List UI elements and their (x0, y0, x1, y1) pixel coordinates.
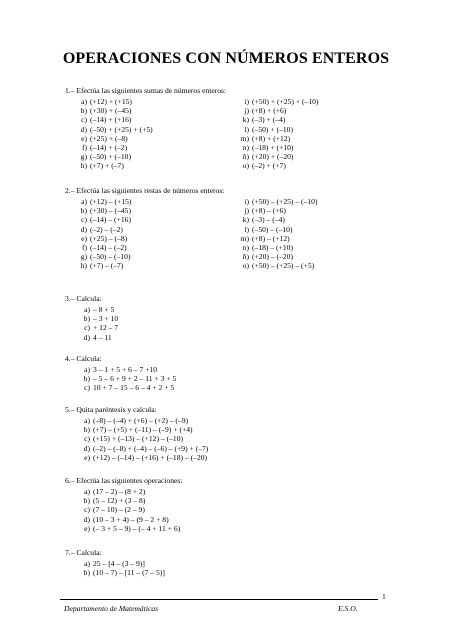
item-expression: (–14) + (+16) (90, 115, 132, 125)
item-expression: (+12) – (+15) (90, 197, 132, 206)
item-expression: + 12 – 7 (93, 323, 119, 333)
item-label: g) (80, 152, 87, 162)
exercise-heading: 6.– Efectúa las siguientes operaciones: (65, 476, 183, 485)
exercise-row (75, 97, 318, 106)
item-label: n) (242, 142, 249, 152)
exercise-row (75, 444, 208, 453)
item-expression: (+7) – (–7) (90, 261, 124, 271)
item-label: e) (84, 523, 90, 533)
item-expression: (+30) – (–45) (90, 206, 131, 216)
exercise-2 (65, 186, 318, 271)
item-label: b) (80, 106, 87, 116)
item-expression: (+12) – (–14) – (+16) + (–18) – (–20) (93, 452, 208, 462)
item-label: d) (83, 332, 90, 342)
exercise-row (75, 524, 182, 533)
item-label: n) (242, 242, 249, 252)
item-expression: (–8) – (–4) + (+6) – (+2) – (–9) (93, 416, 189, 425)
exercise-row (75, 453, 208, 462)
item-expression: 4 – 11 (93, 332, 112, 342)
item-label: a) (84, 559, 90, 568)
item-expression: (10 – 3 + 4) – (9 – 2 + 8) (93, 514, 169, 524)
item-label: i) (244, 97, 249, 106)
item-label: a) (84, 365, 90, 374)
item-label: c) (84, 505, 90, 515)
exercise-row (75, 106, 318, 115)
item-expression: (–18) – (+10) (252, 242, 293, 252)
item-label: b) (80, 206, 87, 216)
exercise-row (75, 161, 318, 170)
item-label: d) (80, 224, 87, 234)
item-expression: 25 – [4 – (3 – 9)] (93, 559, 145, 568)
item-label: f) (81, 142, 87, 152)
item-label: c) (84, 323, 90, 333)
exercise-7 (65, 548, 165, 577)
item-label: l) (244, 224, 249, 234)
item-label: c) (84, 383, 90, 393)
item-expression: (+7) – (+5) + (–11) – (–9) + (+4) (93, 425, 193, 435)
exercise-items (75, 559, 165, 577)
page-title: OPERACIONES CON NÚMEROS ENTEROS (62, 50, 390, 67)
exercise-row (75, 261, 318, 270)
item-label: ñ) (242, 152, 249, 162)
exercise-row (75, 568, 165, 577)
exercise-row (75, 515, 182, 524)
item-expression: (–2) – (–8) + (–4) – (–6) – (+9) + (–7) (93, 443, 209, 453)
item-label: m) (240, 133, 249, 143)
item-expression: (+8) + (+12) (252, 133, 291, 143)
item-expression: (– 3 + 5 – 9) – (– 4 + 11 + 6) (93, 523, 181, 533)
item-expression: (+8) – (+12) (252, 233, 290, 243)
item-expression: (–18) + (+10) (252, 142, 294, 152)
exercise-row (75, 559, 165, 568)
exercise-6 (65, 476, 182, 533)
item-expression: (–14) – (–2) (90, 242, 127, 252)
item-expression: (17 – 2) – (8 + 2) (93, 487, 146, 496)
item-label: ñ) (242, 252, 249, 262)
item-expression: (–50) + (–10) (90, 152, 131, 162)
exercise-row (75, 152, 318, 161)
item-label: j) (244, 206, 249, 216)
item-expression: (–14) – (+16) (90, 215, 131, 225)
item-label: a) (84, 416, 90, 425)
item-label: e) (84, 452, 90, 462)
item-expression: (–50) – (–10) (252, 224, 293, 234)
item-label: a) (84, 305, 90, 314)
item-expression: (+50) + (+25) + (–10) (252, 97, 319, 106)
item-expression: 10 + 7 – 15 – 6 – 4 + 2 + 5 (93, 383, 175, 393)
item-expression: (+8) – (+6) (252, 206, 286, 216)
item-expression: (–3) + (–4) (252, 115, 286, 125)
exercise-row (75, 206, 318, 215)
exercise-items (75, 416, 208, 462)
exercise-1 (65, 86, 318, 171)
item-expression: (+12) + (+15) (90, 97, 132, 106)
item-expression: (–3) – (–4) (252, 215, 285, 225)
exercise-5 (65, 405, 208, 462)
item-label: b) (83, 425, 90, 435)
item-label: e) (81, 133, 87, 143)
exercise-row (75, 487, 182, 496)
exercise-row (75, 143, 318, 152)
item-label: d) (80, 124, 87, 134)
item-label: e) (81, 233, 87, 243)
exercise-row (75, 365, 176, 374)
exercise-row (75, 215, 318, 224)
item-label: o) (242, 261, 249, 271)
exercise-items (75, 365, 176, 393)
item-label: a) (81, 197, 87, 206)
item-label: k) (242, 215, 249, 225)
item-expression: (–50) – (–10) (90, 252, 131, 262)
item-label: f) (81, 242, 87, 252)
item-label: h) (80, 161, 87, 171)
item-expression: (+8) + (+6) (252, 106, 287, 116)
exercise-heading: 7.– Calcula: (65, 548, 102, 557)
item-expression: (–2) – (–2) (90, 224, 123, 234)
exercise-row (75, 434, 208, 443)
item-label: a) (81, 97, 87, 106)
exercise-row (75, 234, 318, 243)
footer-divider (60, 599, 378, 600)
exercise-row (75, 115, 318, 124)
item-label: l) (244, 124, 249, 134)
exercise-row (75, 197, 318, 206)
item-expression: (+20) – (–20) (252, 252, 293, 262)
item-label: m) (240, 233, 249, 243)
item-label: d) (83, 443, 90, 453)
item-expression: (5 – 12) + (3 – 8) (93, 496, 146, 506)
item-expression: (–2) + (+7) (252, 161, 286, 171)
item-expression: (+25) + (–8) (90, 133, 128, 143)
item-label: h) (80, 261, 87, 271)
exercise-row (75, 225, 318, 234)
item-expression: (+20) + (–20) (252, 152, 294, 162)
item-label: c) (81, 115, 87, 125)
exercise-row (75, 416, 208, 425)
footer-level: E.S.O. (338, 604, 358, 613)
item-expression: (+7) + (–7) (90, 161, 124, 171)
exercise-row (75, 243, 318, 252)
item-expression: (+15) + (–13) – (+12) – (–10) (93, 434, 184, 444)
exercise-row (75, 314, 118, 323)
item-expression: (+25) – (–8) (90, 233, 128, 243)
exercise-row (75, 383, 176, 392)
item-expression: (10 – 7) – [11 – (7 – 5)] (93, 568, 165, 578)
item-expression: (–50) + (+25) + (+5) (90, 124, 153, 134)
item-expression: (+30) + (–45) (90, 106, 132, 116)
item-label: j) (244, 106, 249, 116)
item-expression: (–14) + (–2) (90, 142, 128, 152)
item-expression: 3 – 1 + 5 + 6 – 7 +10 (93, 365, 158, 374)
item-label: c) (81, 215, 87, 225)
item-label: o) (242, 161, 249, 171)
exercise-heading: 5.– Quita paréntesis y calcula: (65, 405, 157, 414)
exercise-heading: 3.– Calcula: (65, 294, 102, 303)
exercise-heading: 2.– Efectúa las siguientes restas de números enteros: (65, 186, 225, 195)
item-label: b) (83, 496, 90, 506)
exercise-items (75, 305, 118, 342)
exercise-4 (65, 354, 176, 393)
page-number: 1 (382, 592, 386, 601)
exercise-items (75, 97, 318, 171)
item-label: i) (244, 197, 249, 206)
exercise-items (75, 197, 318, 271)
item-label: b) (83, 314, 90, 324)
item-expression: – 3 + 10 (93, 314, 119, 324)
item-expression: (–50) + (–10) (252, 124, 293, 134)
exercise-heading: 4.– Calcula: (65, 354, 102, 363)
footer-department: Departamento de Matemáticas (64, 604, 159, 613)
item-expression: (+50) – (+25) – (–10) (252, 197, 318, 206)
exercise-items (75, 487, 182, 533)
exercise-row (75, 505, 182, 514)
exercise-row (75, 333, 118, 342)
exercise-row (75, 496, 182, 505)
item-expression: – 5 – 6 + 9 + 2 – 11 + 3 + 5 (93, 374, 177, 384)
exercise-row (75, 134, 318, 143)
exercise-row (75, 305, 118, 314)
item-label: b) (83, 374, 90, 384)
item-label: d) (83, 514, 90, 524)
exercise-row (75, 425, 208, 434)
item-expression: (7 – 10) – (2 – 9) (93, 505, 145, 515)
exercise-row (75, 252, 318, 261)
item-label: g) (80, 252, 87, 262)
item-label: b) (83, 568, 90, 578)
exercise-row (75, 323, 118, 332)
exercise-3 (65, 294, 118, 342)
item-label: a) (84, 487, 90, 496)
item-expression: – 8 + 5 (93, 305, 115, 314)
item-label: c) (84, 434, 90, 444)
exercise-row (75, 374, 176, 383)
item-expression: (+50) – (+25) – (+5) (252, 261, 315, 271)
exercise-heading: 1.– Efectúa las siguientes sumas de números enteros: (65, 86, 227, 95)
item-label: k) (242, 115, 249, 125)
exercise-row (75, 125, 318, 134)
